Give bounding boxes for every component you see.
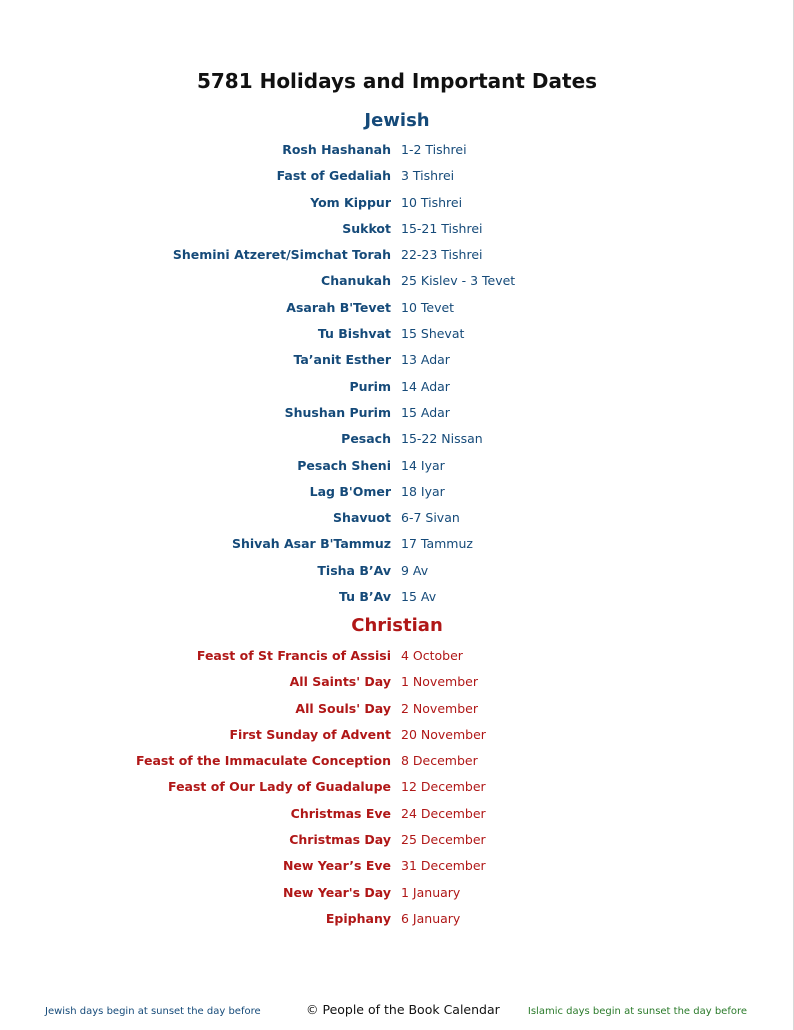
jewish-holiday-row xyxy=(0,560,794,586)
holiday-name: Feast of Our Lady of Guadalupe xyxy=(168,779,391,795)
jewish-holiday-row xyxy=(0,323,794,349)
holiday-date: 4 October xyxy=(401,648,463,663)
holiday-name: First Sunday of Advent xyxy=(229,726,391,742)
christian-holiday-row xyxy=(0,882,794,908)
holiday-name: Purim xyxy=(349,378,391,394)
holiday-date: 31 December xyxy=(401,858,486,874)
holiday-date: 6 January xyxy=(401,910,461,926)
holiday-date: 15 Av xyxy=(401,589,437,605)
holiday-date: 25 Kislev - 3 Tevet xyxy=(401,273,516,289)
holiday-name: Feast of St Francis of Assisi xyxy=(196,648,391,663)
christian-holiday-row xyxy=(0,724,794,750)
holiday-name: Pesach Sheni xyxy=(297,457,391,473)
holiday-name: Shemini Atzeret/Simchat Torah xyxy=(172,247,391,263)
holiday-date: 15 Adar xyxy=(401,404,450,420)
holiday-date: 2 November xyxy=(401,700,478,716)
holiday-date: 1 November xyxy=(401,674,478,690)
holiday-date: 17 Tammuz xyxy=(401,536,473,552)
holiday-name: Chanukah xyxy=(321,273,391,289)
jewish-holiday-row xyxy=(0,349,794,375)
jewish-holiday-row xyxy=(0,428,794,454)
holiday-date: 18 Iyar xyxy=(401,483,445,499)
holiday-name: Tu B’Av xyxy=(338,589,391,605)
holiday-name: Tu Bishvat xyxy=(317,326,391,342)
christian-holiday-row xyxy=(0,671,794,697)
christian-section-heading: Christian xyxy=(351,615,443,636)
holiday-date: 1 January xyxy=(401,884,461,900)
footer-islamic-note: Islamic days begin at sunset the day before xyxy=(527,1006,747,1017)
jewish-holiday-row xyxy=(0,165,794,191)
holiday-date: 8 December xyxy=(401,753,478,769)
holiday-name: Ta’anit Esther xyxy=(293,352,391,368)
holiday-date: 12 December xyxy=(401,779,486,795)
jewish-holiday-row xyxy=(0,586,794,612)
christian-holiday-row xyxy=(0,698,794,724)
holiday-name: Asarah B'Tevet xyxy=(286,299,391,315)
holiday-date: 6-7 Sivan xyxy=(401,510,460,526)
holiday-name: All Saints' Day xyxy=(289,674,391,690)
holiday-name: Yom Kippur xyxy=(310,194,391,210)
jewish-holiday-row xyxy=(0,297,794,323)
holiday-date: 15-22 Nissan xyxy=(401,431,483,447)
christian-holiday-row xyxy=(0,750,794,776)
holiday-date: 15 Shevat xyxy=(401,326,465,342)
holiday-name: Christmas Eve xyxy=(290,805,391,821)
holiday-name: All Souls' Day xyxy=(295,700,391,716)
holiday-name: Shushan Purim xyxy=(284,404,391,420)
jewish-holiday-row xyxy=(0,270,794,296)
holiday-name: Lag B'Omer xyxy=(309,483,391,499)
holiday-name: Feast of the Immaculate Conception xyxy=(135,753,391,769)
holiday-name: Pesach xyxy=(341,431,391,447)
christian-holiday-row xyxy=(0,829,794,855)
jewish-holiday-row xyxy=(0,376,794,402)
christian-holiday-row xyxy=(0,855,794,881)
christian-holiday-row xyxy=(0,803,794,829)
christian-holiday-row xyxy=(0,908,794,934)
holiday-name: Epiphany xyxy=(325,910,391,926)
holiday-name: Fast of Gedaliah xyxy=(276,168,391,184)
christian-holiday-row xyxy=(0,645,794,671)
holiday-date: 15-21 Tishrei xyxy=(401,220,483,236)
holiday-date: 9 Av xyxy=(401,562,429,578)
footer-copyright: © People of the Book Calendar xyxy=(306,1002,500,1017)
holiday-name: Sukkot xyxy=(342,220,391,236)
jewish-holiday-row xyxy=(0,481,794,507)
holiday-date: 20 November xyxy=(401,726,486,742)
jewish-holiday-row xyxy=(0,507,794,533)
jewish-holiday-row xyxy=(0,192,794,218)
holiday-date: 1-2 Tishrei xyxy=(401,142,467,157)
holiday-name: Rosh Hashanah xyxy=(282,142,391,157)
jewish-holiday-list xyxy=(0,139,794,612)
holiday-name: Shivah Asar B'Tammuz xyxy=(231,536,391,552)
holiday-name: Shavuot xyxy=(333,510,391,526)
holiday-date: 13 Adar xyxy=(401,352,450,368)
christian-holiday-row xyxy=(0,776,794,802)
holiday-name: New Year’s Eve xyxy=(282,858,391,874)
holiday-date: 25 December xyxy=(401,832,486,848)
holiday-date: 14 Iyar xyxy=(401,457,445,473)
holiday-date: 22-23 Tishrei xyxy=(401,247,483,263)
holiday-name: Christmas Day xyxy=(289,832,391,848)
holiday-date: 10 Tishrei xyxy=(401,194,463,210)
jewish-holiday-row xyxy=(0,455,794,481)
holiday-date: 24 December xyxy=(401,805,486,821)
holiday-date: 10 Tevet xyxy=(401,299,455,315)
jewish-section-heading: Jewish xyxy=(364,110,430,131)
jewish-holiday-row xyxy=(0,218,794,244)
holiday-date: 3 Tishrei xyxy=(401,168,455,184)
holiday-name: Tisha B’Av xyxy=(317,562,391,578)
jewish-holiday-row xyxy=(0,139,794,165)
holiday-name: New Year's Day xyxy=(282,884,391,900)
holiday-date: 14 Adar xyxy=(401,378,450,394)
jewish-holiday-row xyxy=(0,244,794,270)
page-title: 5781 Holidays and Important Dates xyxy=(196,69,598,93)
jewish-holiday-row xyxy=(0,402,794,428)
christian-holiday-list xyxy=(0,645,794,934)
footer-jewish-note: Jewish days begin at sunset the day before xyxy=(45,1006,261,1017)
jewish-holiday-row xyxy=(0,533,794,559)
